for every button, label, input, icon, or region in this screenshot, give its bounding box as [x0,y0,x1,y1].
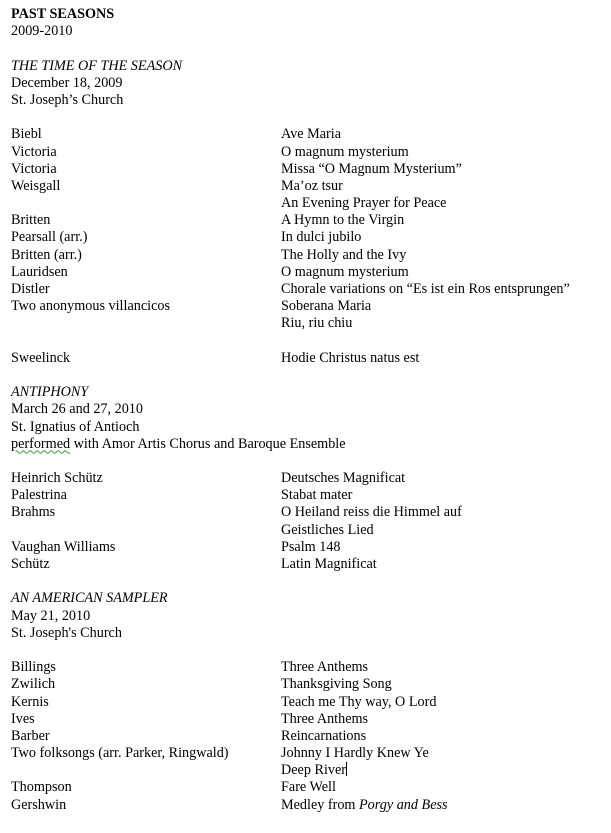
program-row [11,144,611,161]
program-row [11,762,611,779]
work: In dulci jubilo [281,229,362,246]
program-row [11,126,611,143]
work: Deutsches Magnificat [281,470,406,487]
page-title: PAST SEASONS [11,6,115,22]
program-row [11,178,611,195]
work: O magnum mysterium [281,143,409,160]
composer: Victoria [11,143,57,160]
program-row [11,229,611,246]
composer: Biebl [11,126,42,143]
composer [11,315,281,332]
composer: Ives [11,710,35,727]
work: Reincarnations [281,727,367,744]
work: Teach me Thy way, O Lord [281,693,437,710]
work: Johnny I Hardly Knew Ye [281,745,429,762]
composer: Distler [11,281,50,297]
work: Geistliches Lied [281,521,374,538]
program-row [11,298,611,315]
composer: Billings [11,659,56,676]
composer: Schütz [11,556,50,572]
concert-note-text: with Amor Artis Chorus and Baroque Ensemble [70,435,346,452]
program-row [11,745,611,762]
composer: Barber [11,727,50,744]
program-row [11,281,611,298]
composer: Britten [11,212,51,229]
work: Hodie Christus natus est [281,349,420,366]
work: Psalm 148 [281,538,341,555]
spacer [11,333,611,350]
spacer [11,40,611,57]
work-italic-title: Porgy and Bess [359,796,448,813]
work: Three Anthems [281,710,369,727]
spacer [11,453,611,470]
concert-note [11,436,611,453]
composer [11,762,281,779]
work: Soberana Maria [281,298,372,315]
work: Latin Magnificat [281,556,377,572]
work: O Heiland reiss die Himmel auf [281,504,462,521]
composer: Pearsall (arr.) [11,229,88,246]
spacer [11,367,611,384]
composer: Weisgall [11,177,61,194]
program-row [11,487,611,504]
concert-venue: St. Joseph's Church [11,624,122,641]
composer: Brahms [11,504,56,521]
composer: Two anonymous villancicos [11,298,170,315]
composer: Heinrich Schütz [11,470,103,487]
spellcheck-word[interactable]: performed [11,435,71,452]
composer: Victoria [11,160,57,177]
program-row [11,264,611,281]
composer: Kernis [11,693,49,710]
program-row [11,676,611,693]
concert-date: March 26 and 27, 2010 [11,401,143,418]
composer [11,195,281,212]
program-row [11,212,611,229]
composer [11,522,281,539]
concert-date: May 21, 2010 [11,607,91,624]
work: Three Anthems [281,659,369,676]
text-cursor [346,762,347,776]
program-row [11,247,611,264]
work: Ma’oz tsur [281,177,343,194]
program-row [11,779,611,796]
program-row [11,522,611,539]
program-row [11,350,611,367]
concert-venue: St. Ignatius of Antioch [11,418,140,435]
work: O magnum mysterium [281,263,409,280]
work: An Evening Prayer for Peace [281,195,447,212]
work: Riu, riu chiu [281,315,353,332]
composer: Palestrina [11,487,67,504]
program-row [11,539,611,556]
program-row [11,315,611,332]
program-row [11,797,611,814]
concert-venue: St. Joseph’s Church [11,91,124,108]
program-row [11,728,611,745]
program-row [11,195,611,212]
work-text: Deep River [281,762,347,779]
work: The Holly and the Ivy [281,246,407,263]
season-label: 2009-2010 [11,23,73,40]
spacer [11,642,611,659]
composer: Thompson [11,779,72,796]
work-text: Medley from [281,796,360,813]
concert-title: ANTIPHONY [11,384,89,401]
composer: Zwilich [11,676,56,693]
composer: Vaughan Williams [11,538,116,555]
composer: Two folksongs (arr. Parker, Ringwald) [11,745,229,762]
composer: Sweelinck [11,349,71,366]
program-row [11,161,611,178]
work: Ave Maria [281,126,342,143]
program-row [11,504,611,521]
composer: Gershwin [11,796,67,813]
work [281,797,611,814]
work: A Hymn to the Virgin [281,212,405,229]
work: Thanksgiving Song [281,676,392,693]
work: Fare Well [281,779,336,796]
program-row [11,711,611,728]
work: Chorale variations on “Es ist ein Ros entsprungen” [281,281,570,297]
composer: Britten (arr.) [11,246,82,263]
program-row [11,659,611,676]
concert-title: AN AMERICAN SAMPLER [11,590,168,607]
spacer [11,109,611,126]
concert-date: December 18, 2009 [11,74,123,91]
work [281,762,611,779]
concert-title: THE TIME OF THE SEASON [11,57,183,74]
work: Missa “O Magnum Mysterium” [281,160,462,177]
work: Stabat mater [281,487,353,504]
program-row [11,694,611,711]
program-row [11,556,611,573]
composer: Lauridsen [11,263,68,280]
spacer [11,573,611,590]
program-row [11,470,611,487]
